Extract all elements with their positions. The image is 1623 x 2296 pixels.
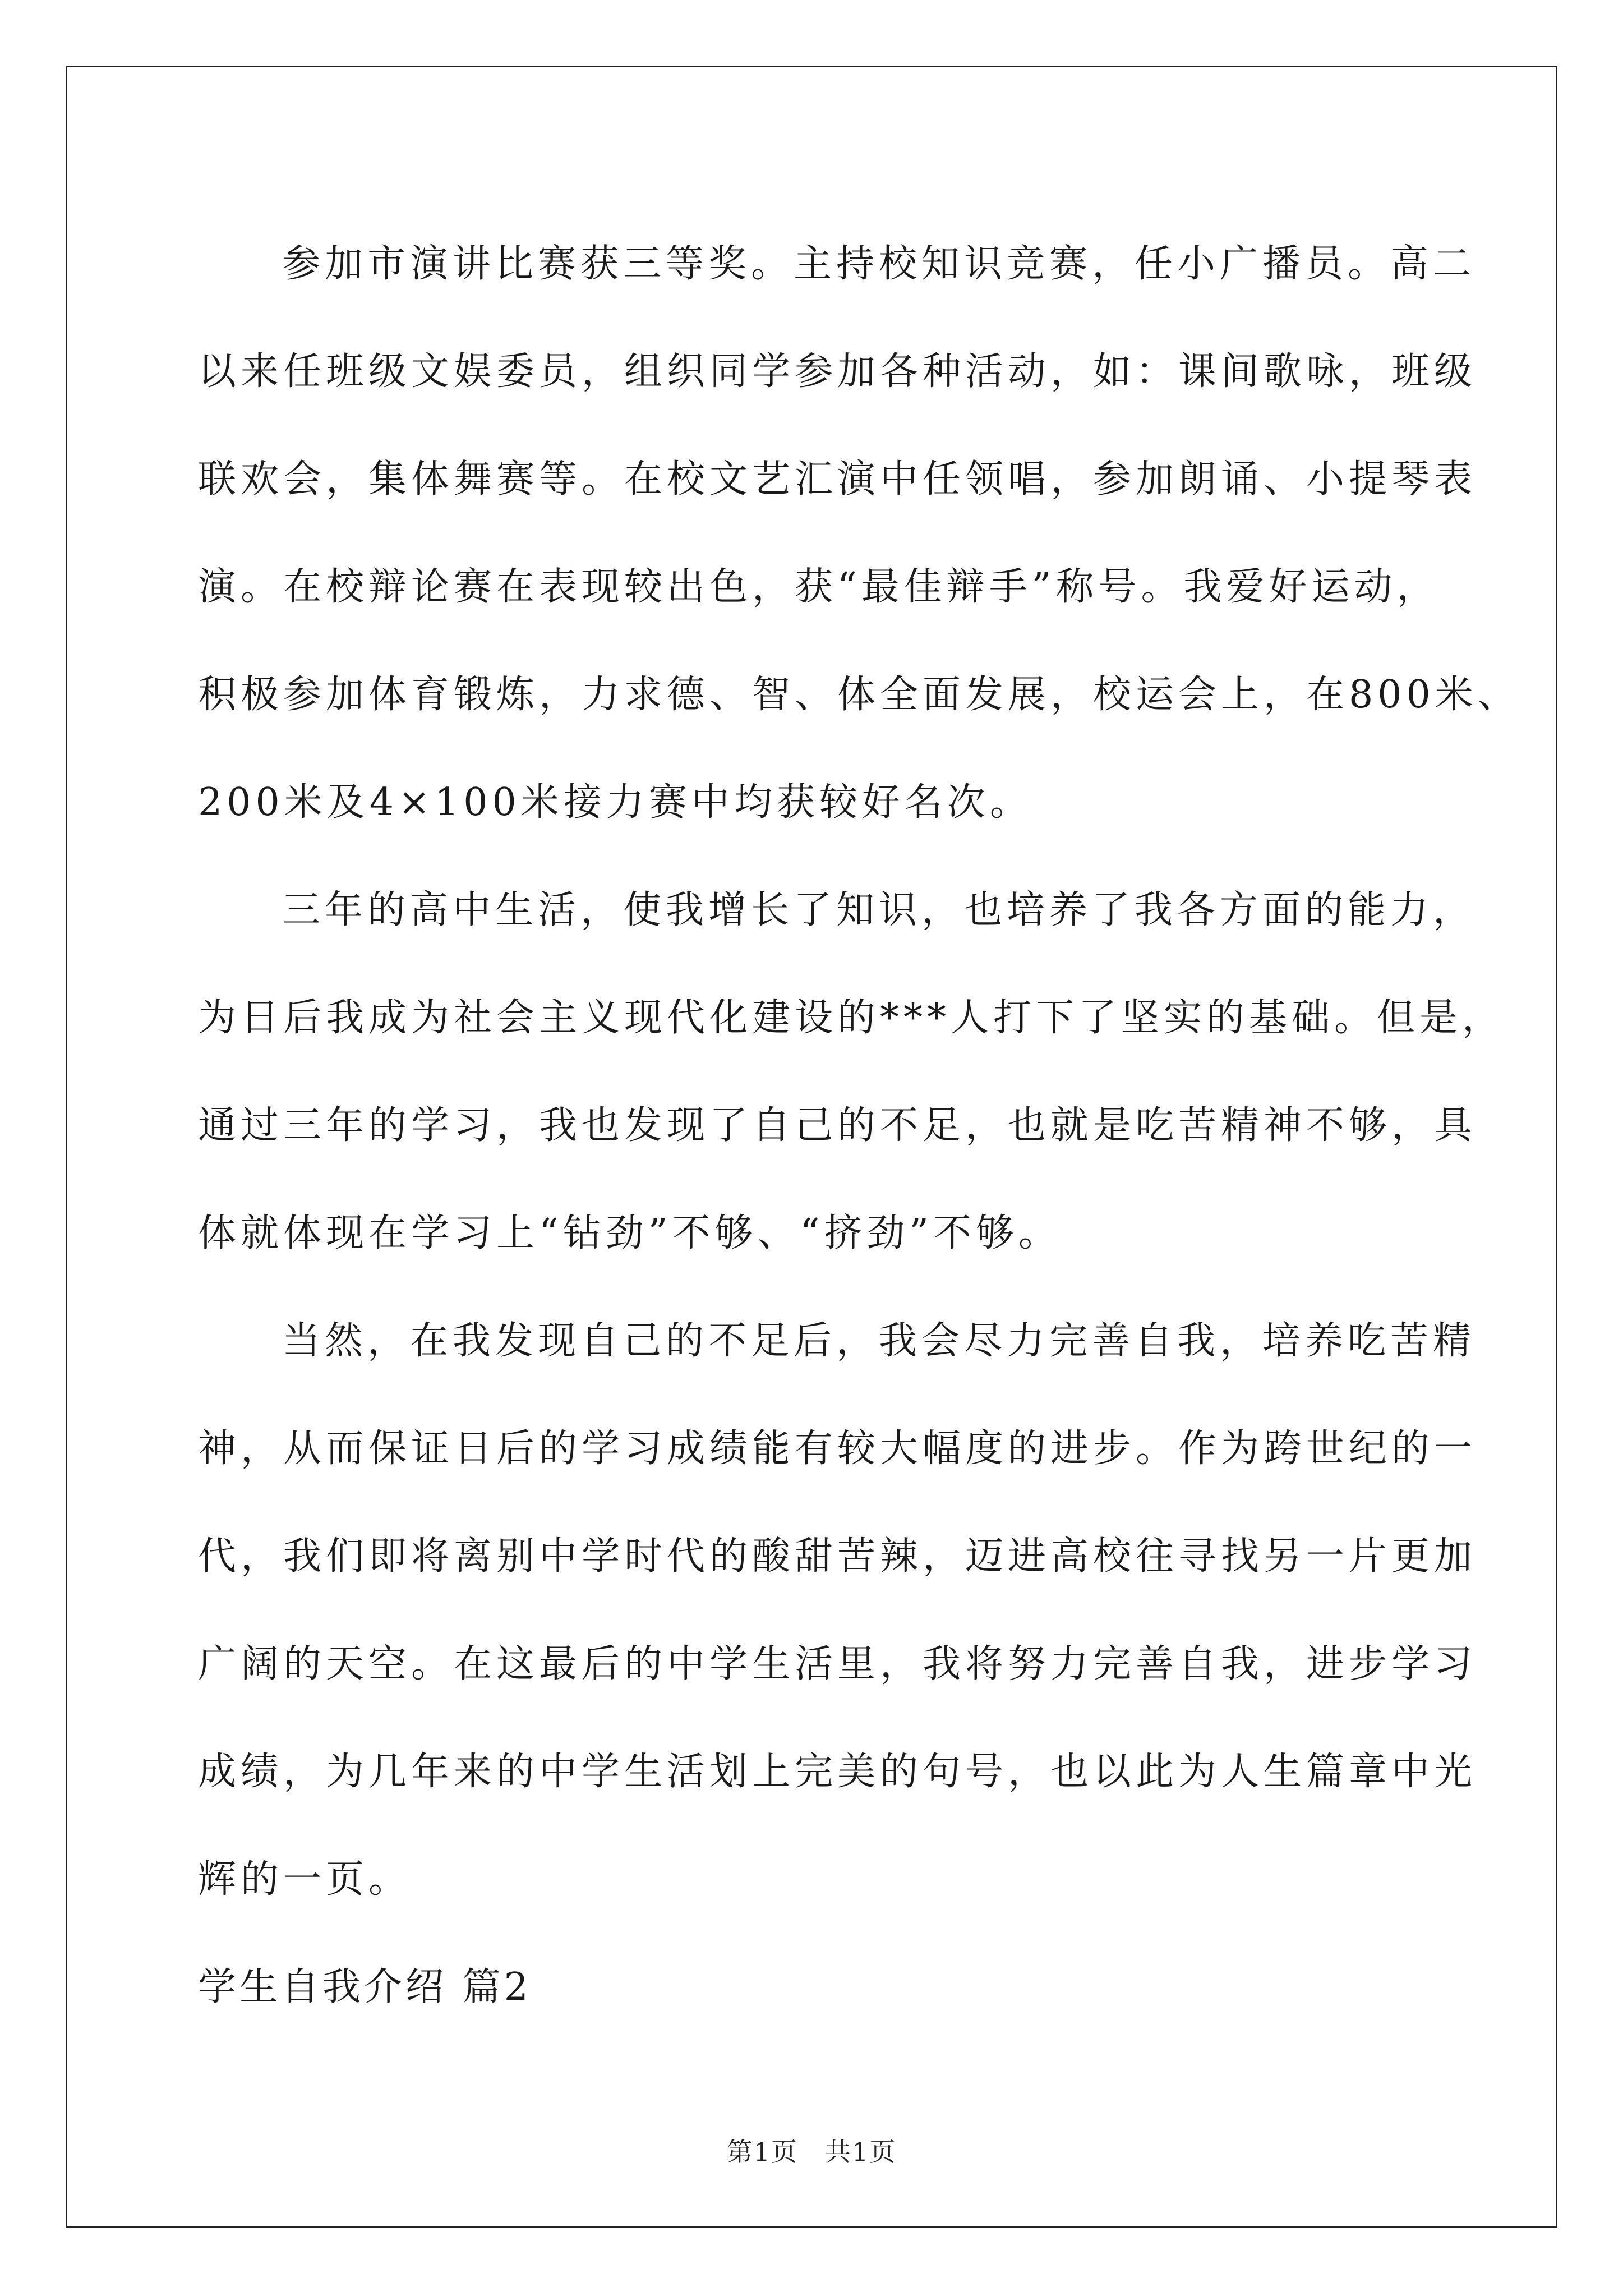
paragraph-line: 辉的一页。 (198, 1857, 412, 1902)
paragraph-line: 200米及4×100米接力赛中均获较好名次。 (198, 780, 1032, 825)
paragraph-line: 积极参加体育锻炼，力求德、智、体全面发展，校运会上，在800米、 (198, 673, 1520, 717)
paragraph-line: 通过三年的学习，我也发现了自己的不足，也就是吃苦精神不够，具 (198, 1103, 1477, 1148)
paragraph-line: 参加市演讲比赛获三等奖。主持校知识竞赛，任小广播员。高二 (282, 242, 1476, 286)
paragraph-line: 广阔的天空。在这最后的中学生活里，我将努力完善自我，进步学习 (198, 1642, 1477, 1686)
paragraph-line: 体就体现在学习上“钻劲”不够、“挤劲”不够。 (198, 1211, 1062, 1255)
paragraph-line: 神，从而保证日后的学习成绩能有较大幅度的进步。作为跨世纪的一 (198, 1427, 1477, 1471)
paragraph-2 (198, 857, 1505, 1287)
paragraph-line: 以来任班级文娱委员，组织同学参加各种活动，如：课间歌咏，班级 (198, 349, 1477, 394)
paragraph-line: 当然，在我发现自己的不足后，我会尽力完善自我，培养吃苦精 (282, 1319, 1476, 1363)
document-body (198, 210, 1520, 2041)
paragraph-line: 演。在校辩论赛在表现较出色，获“最佳辩手”称号。我爱好运动， (198, 565, 1440, 609)
paragraph-3 (198, 1287, 1477, 1934)
paragraph-line: 三年的高中生活，使我增长了知识，也培养了我各方面的能力， (282, 888, 1476, 932)
page-footer: 第1页 共1页 (726, 2137, 897, 2167)
paragraph-line: 成绩，为几年来的中学生活划上完美的句号，也以此为人生篇章中光 (198, 1750, 1477, 1794)
section-heading: 学生自我介绍 篇2 (198, 1965, 532, 2009)
paragraph-line: 为日后我成为社会主义现代化建设的***人打下了坚实的基础。但是， (198, 996, 1505, 1040)
paragraph-1 (198, 210, 1520, 857)
paragraph-line: 联欢会，集体舞赛等。在校文艺汇演中任领唱，参加朗诵、小提琴表 (198, 457, 1477, 501)
paragraph-line: 代，我们即将离别中学时代的酸甜苦辣，迈进高校往寻找另一片更加 (198, 1534, 1477, 1579)
